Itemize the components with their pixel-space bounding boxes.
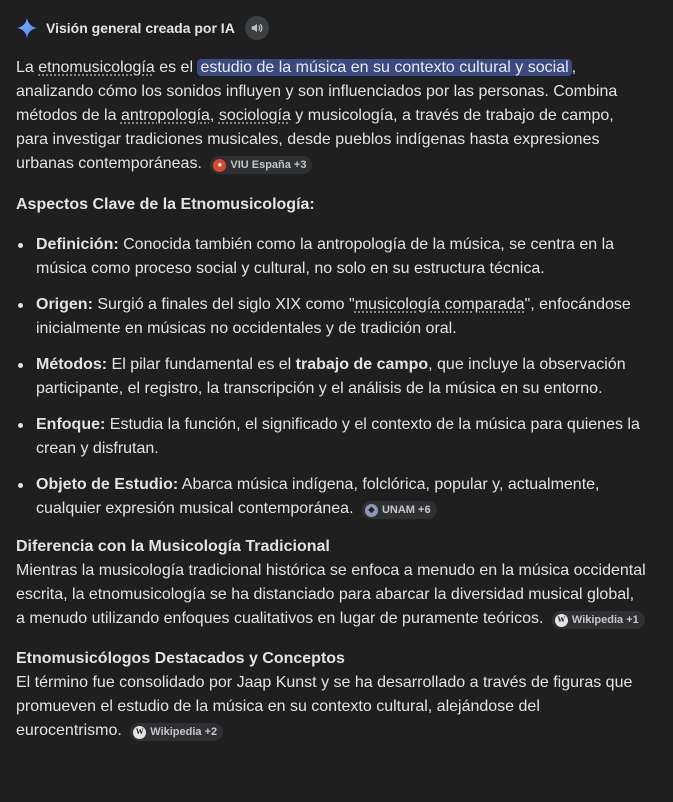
intro-text: , analizando cómo los sonidos influyen y son influenciados por las personas. Combina métodos de la (16, 59, 618, 124)
source-chip-label: Wikipedia +2 (150, 726, 218, 738)
source-chip-wikipedia[interactable] (552, 611, 645, 629)
highlighted-definition: estudio de la música en su contexto cultural y social (197, 59, 571, 76)
source-chip-viu[interactable] (210, 156, 312, 174)
aspects-heading: Aspectos Clave de la Etnomusicología: (16, 196, 315, 213)
wikipedia-logo-icon: W (555, 614, 568, 627)
item-text: Surgió a finales del siglo XIX como " (92, 296, 355, 313)
destacados-paragraph (16, 671, 646, 743)
source-chip-label: VIU España +3 (230, 159, 307, 171)
etnomusicologia-link[interactable]: etnomusicología (38, 59, 155, 76)
item-text: Abarca música indígena, folclórica, popular y, actualmente, cualquier expresión musical contemporánea. (36, 476, 600, 517)
diferencia-heading: Diferencia con la Musicología Tradicional (16, 538, 330, 555)
list-item (16, 353, 646, 401)
intro-paragraph (16, 56, 646, 176)
viu-logo-icon: ● (213, 159, 226, 172)
listen-button[interactable] (245, 16, 269, 40)
intro-text: es el (154, 59, 198, 76)
sociologia-link[interactable]: sociología (218, 107, 291, 124)
list-item (16, 413, 646, 461)
intro-text: La (16, 59, 39, 76)
musicologia-comparada-link[interactable]: musicología comparada (354, 296, 525, 313)
destacados-heading: Etnomusicólogos Destacados y Conceptos (16, 650, 345, 667)
item-text: , que incluye la observación participante, el registro, la transcripción y el análisis de la música en su entorno. (36, 356, 626, 397)
intro-text: , (209, 107, 219, 124)
item-label: Métodos: (36, 356, 108, 373)
item-text: ", enfocándose inicialmente en músicas no occidentales y de tradición oral. (36, 296, 631, 337)
list-item (16, 473, 646, 521)
item-bold-text: trabajo de campo (295, 356, 429, 373)
source-chip-label: UNAM +6 (381, 504, 431, 516)
speaker-icon (250, 21, 264, 35)
list-item (16, 233, 646, 281)
diferencia-paragraph (16, 559, 646, 631)
item-label: Objeto de Estudio: (36, 476, 179, 493)
aspects-list (16, 233, 646, 521)
antropologia-link[interactable]: antropología (120, 107, 210, 124)
ai-overview-header (16, 14, 269, 42)
item-label: Origen: (36, 296, 93, 313)
ai-overview-content (16, 56, 646, 743)
gemini-spark-icon (16, 17, 38, 39)
list-item (16, 293, 646, 341)
wikipedia-logo-icon: W (133, 726, 146, 739)
unam-logo-icon: ◆ (365, 504, 378, 517)
item-text: Estudia la función, el significado y el contexto de la música para quienes la crean y disfrutan. (36, 416, 640, 457)
item-text: Conocida también como la antropología de la música, se centra en la música como proceso social y cultural, no solo en su estructura técnica. (36, 236, 615, 277)
item-text: El pilar fundamental es el (107, 356, 296, 373)
item-label: Definición: (36, 236, 119, 253)
source-chip-label: Wikipedia +1 (571, 614, 639, 626)
source-chip-wikipedia[interactable] (130, 723, 223, 741)
item-label: Enfoque: (36, 416, 106, 433)
diferencia-text: Mientras la musicología tradicional histórica se enfoca a menudo en la música occidental escrita, la etnomusicología se ha distanciado para abarcar la diversidad musical global, a menudo utilizando enfoques cualitativos en lugar de puramente teóricos. (16, 562, 646, 627)
source-chip-unam[interactable] (362, 501, 437, 519)
destacados-text: El término fue consolidado por Jaap Kunst y se ha desarrollado a través de figuras que promueven el estudio de la música en su contexto cultural, alejándose del eurocentrismo. (16, 674, 633, 739)
ai-overview-title: Visión general creada por IA (46, 20, 235, 36)
intro-text: y musicología, a través de trabajo de campo, para investigar tradiciones musicales, desde pueblos indígenas hasta expresiones urbanas contemporáneas. (16, 107, 614, 172)
